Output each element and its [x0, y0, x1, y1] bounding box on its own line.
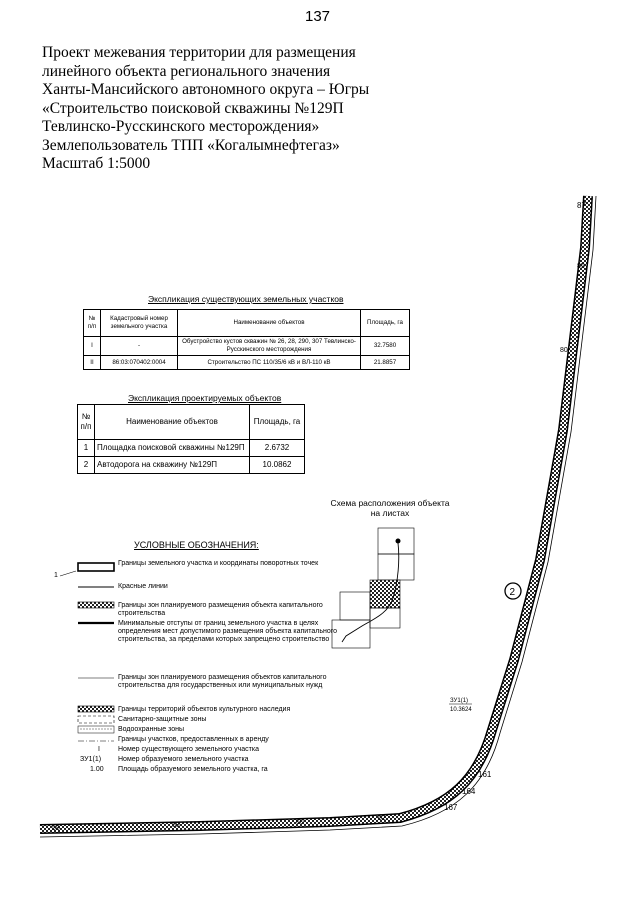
- table-cell: Площадка поисковой скважины №129П: [95, 440, 250, 457]
- legend-item: Границы зон планируемого размещения объектов капитального строительства для государственных или муниципальных нужд: [118, 674, 327, 690]
- parcel-area: 10.3624: [450, 707, 472, 713]
- projected-table-caption: Экспликация проектируемых объектов: [128, 393, 282, 403]
- scale-label: Масштаб 1:5000: [42, 155, 151, 172]
- title-line: линейного объекта регионального значения: [42, 62, 331, 80]
- point-label: 164: [462, 787, 476, 796]
- table-cell: 2: [78, 457, 95, 474]
- legend-symbols: [60, 563, 114, 741]
- legend-item: Границы участков, предоставленных в аренду: [118, 736, 269, 743]
- existing-parcels-table: [83, 309, 410, 370]
- table-cell: Обустройство кустов скважин № 26, 28, 290, 307 Тевлинско-Русскинского месторождения: [178, 337, 361, 356]
- table-cell: Строительство ПС 110/35/6 кВ и ВЛ-110 кВ: [178, 356, 361, 370]
- legend-item: Площадь образуемого земельного участка, га: [118, 766, 268, 773]
- table-cell: 10.0862: [250, 457, 305, 474]
- legend-item: Минимальные отступы от границ земельного участка в целях определения мест допустимого размещения объекта капитального строительства, за пределами которых запрещено строительство: [118, 620, 338, 644]
- table-cell: 32.7580: [361, 337, 410, 356]
- legend-marker-area: 1.00: [90, 766, 104, 773]
- table-row: [84, 337, 410, 356]
- legend-item: Номер образуемого земельного участка: [118, 756, 249, 763]
- table-header-row: [84, 310, 410, 337]
- table-row: [84, 356, 410, 370]
- parcel-label: ЗУ1(1): [450, 698, 469, 704]
- title-line: Проект межевания территории для размещения: [42, 44, 356, 61]
- projected-objects-table: [77, 404, 305, 474]
- title-line: «Строительство поисковой скважины №129П: [42, 99, 344, 117]
- point-label: 80: [560, 347, 568, 354]
- table-cell: 1: [78, 440, 95, 457]
- legend-marker-1: 1: [54, 572, 58, 579]
- point-label: 167: [444, 803, 458, 812]
- legend-item: Номер существующего земельного участка: [118, 746, 259, 753]
- parcel-circle-number: 2: [509, 587, 516, 598]
- table-header: Наименование объектов: [95, 405, 250, 440]
- table-cell: 21.8857: [361, 356, 410, 370]
- table-header: Площадь, га: [361, 310, 410, 337]
- table-cell: I: [84, 337, 101, 356]
- table-cell: -: [101, 337, 178, 356]
- table-header: Кадастровый номер земельного участка: [101, 310, 178, 337]
- table-header: № п/п: [78, 405, 95, 440]
- table-cell: 2.6732: [250, 440, 305, 457]
- point-label: 85: [577, 263, 585, 270]
- table-header: № п/п: [84, 310, 101, 337]
- title-line: Ханты-Мансийского автономного округа – Югры: [42, 81, 370, 98]
- point-label: 62: [378, 815, 386, 822]
- title-line: Тевлинско-Русскинского месторождения»: [42, 118, 320, 135]
- point-label: 60: [296, 819, 304, 826]
- legend-item: Водоохранные зоны: [118, 726, 185, 733]
- point-label: 161: [478, 770, 492, 779]
- table-cell: 86:03:070402:0004: [101, 356, 178, 370]
- legend-item: Санитарно-защитные зоны: [118, 716, 207, 723]
- legend-item: Границы территорий объектов культурного наследия: [118, 706, 291, 713]
- page-number: 137: [305, 8, 331, 25]
- table-header: Площадь, га: [250, 405, 305, 440]
- table-header: Наименование объектов: [178, 310, 361, 337]
- table-cell: II: [84, 356, 101, 370]
- schema-title: Схема расположения объекта на листах: [330, 498, 450, 518]
- table-header-row: [78, 405, 305, 440]
- existing-table-caption: Экспликация существующих земельных участков: [148, 294, 344, 304]
- point-label: 87: [577, 201, 586, 210]
- legend-marker-I: I: [98, 746, 100, 753]
- legend-title: УСЛОВНЫЕ ОБОЗНАЧЕНИЯ:: [134, 540, 259, 550]
- legend-item: Границы земельного участка и координаты поворотных точек: [118, 560, 319, 567]
- legend-item: Красные линии: [118, 583, 168, 590]
- legend-marker-zu: ЗУ1(1): [80, 756, 102, 763]
- point-label: 58: [52, 825, 60, 832]
- point-label: 59: [172, 822, 180, 829]
- table-cell: Автодорога на скважину №129П: [95, 457, 250, 474]
- legend-item: Границы зон планируемого размещения объекта капитального строительства: [118, 602, 323, 618]
- title-line: Землепользователь ТПП «Когалымнефтегаз»: [42, 136, 340, 154]
- table-row: [78, 440, 305, 457]
- table-row: [78, 457, 305, 474]
